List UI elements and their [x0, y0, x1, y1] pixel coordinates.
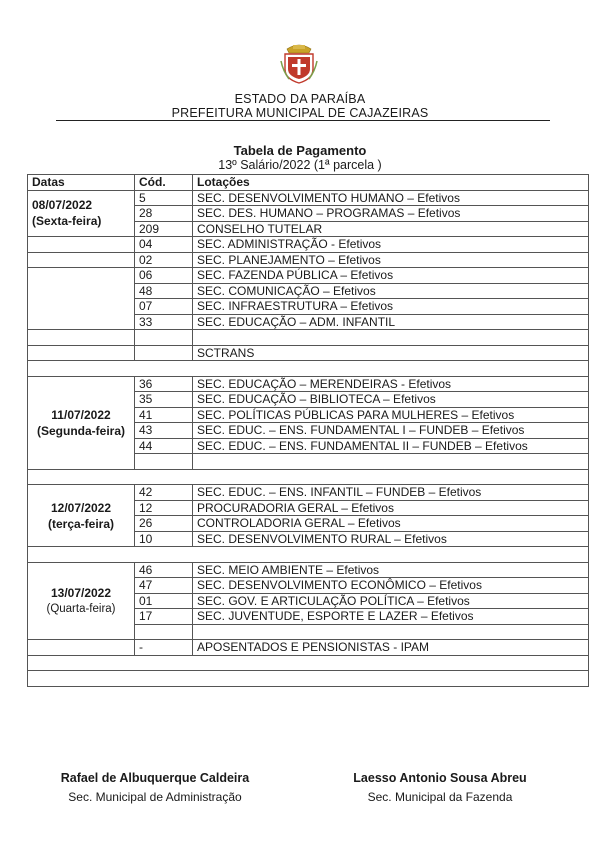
date-cell-empty: [28, 345, 135, 361]
date-cell: [28, 485, 135, 547]
code-cell: 17: [135, 609, 193, 625]
table-row: [28, 268, 589, 284]
code-cell: 46: [135, 562, 193, 578]
date-cell-empty: [28, 237, 135, 253]
code-cell: 47: [135, 578, 193, 594]
code-cell: 26: [135, 516, 193, 532]
code-cell: [135, 330, 193, 346]
signature-administration: [40, 771, 270, 804]
table-header-row: [28, 175, 589, 191]
date-value: 11/07/2022: [51, 407, 111, 422]
table-row: [28, 330, 589, 346]
signature-finance: [325, 771, 555, 804]
date-weekday: (Sexta-feira): [32, 213, 102, 228]
code-cell: 5: [135, 190, 193, 206]
code-cell: 28: [135, 206, 193, 222]
lotacao-cell: SEC. POLÍTICAS PÚBLICAS PARA MULHERES – Efetivos: [193, 407, 589, 423]
lotacao-cell: SCTRANS: [193, 345, 589, 361]
spacer-cell: [28, 547, 589, 563]
payment-table: [27, 174, 589, 687]
date-weekday: (Quarta-feira): [46, 602, 116, 615]
date-cell-empty: [28, 640, 135, 656]
lotacao-cell: SEC. DESENVOLVIMENTO ECONÔMICO – Efetivos: [193, 578, 589, 594]
code-cell: [135, 624, 193, 640]
code-cell: 07: [135, 299, 193, 315]
code-cell: -: [135, 640, 193, 656]
lotacao-cell: [193, 624, 589, 640]
code-cell: 44: [135, 438, 193, 454]
lotacao-cell: SEC. COMUNICAÇÃO – Efetivos: [193, 283, 589, 299]
city-hall-name: PREFEITURA MUNICIPAL DE CAJAZEIRAS: [171, 106, 429, 120]
spacer-row: [28, 671, 589, 687]
lotacao-cell: SEC. DESENVOLVIMENTO RURAL – Efetivos: [193, 531, 589, 547]
date-value: 08/07/2022: [32, 197, 93, 212]
date-cell: [28, 562, 135, 640]
code-cell: 41: [135, 407, 193, 423]
table-row: [28, 640, 589, 656]
date-cell-empty: [28, 268, 135, 330]
code-cell: 48: [135, 283, 193, 299]
date-cell: [28, 190, 135, 237]
spacer-cell: [28, 671, 589, 687]
lotacao-cell: PROCURADORIA GERAL – Efetivos: [193, 500, 589, 516]
spacer-cell: [28, 655, 589, 671]
header-dates: Datas: [28, 175, 135, 191]
code-cell: 42: [135, 485, 193, 501]
date-value: 12/07/2022: [50, 500, 112, 515]
lotacao-cell: SEC. EDUCAÇÃO – ADM. INFANTIL: [193, 314, 589, 330]
signatory-name: Rafael de Albuquerque Caldeira: [60, 771, 250, 785]
spacer-row: [28, 469, 589, 485]
spacer-row: [28, 361, 589, 377]
table-row: [28, 190, 589, 206]
code-cell: [135, 454, 193, 470]
spacer-cell: [28, 469, 589, 485]
signatory-name: Laesso Antonio Sousa Abreu: [353, 771, 527, 785]
code-cell: [135, 345, 193, 361]
lotacao-cell: SEC. DES. HUMANO – PROGRAMAS – Efetivos: [193, 206, 589, 222]
lotacao-cell: SEC. FAZENDA PÚBLICA – Efetivos: [193, 268, 589, 284]
code-cell: 36: [135, 376, 193, 392]
lotacao-cell: SEC. EDUC. – ENS. FUNDAMENTAL I – FUNDEB – Efetivos: [193, 423, 589, 439]
signatory-role: Sec. Municipal de Administração: [68, 790, 242, 804]
spacer-row: [28, 547, 589, 563]
lotacao-cell: [193, 330, 589, 346]
spacer-cell: [28, 361, 589, 377]
spacer-row: [28, 655, 589, 671]
document-title: Tabela de Pagamento: [233, 143, 367, 158]
table-row: [28, 237, 589, 253]
code-cell: 04: [135, 237, 193, 253]
lotacao-cell: SEC. EDUC. – ENS. INFANTIL – FUNDEB – Efetivos: [193, 485, 589, 501]
lotacao-cell: SEC. PLANEJAMENTO – Efetivos: [193, 252, 589, 268]
code-cell: 12: [135, 500, 193, 516]
lotacao-cell: APOSENTADOS E PENSIONISTAS - IPAM: [193, 640, 589, 656]
code-cell: 06: [135, 268, 193, 284]
lotacao-cell: SEC. ADMINISTRAÇÃO - Efetivos: [193, 237, 589, 253]
coat-of-arms-icon: [279, 41, 319, 85]
table-row: [28, 485, 589, 501]
date-weekday: (terça-feira): [47, 516, 115, 531]
lotacao-cell: SEC. DESENVOLVIMENTO HUMANO – Efetivos: [193, 190, 589, 206]
table-row: [28, 345, 589, 361]
code-cell: 35: [135, 392, 193, 408]
table-row: [28, 376, 589, 392]
code-cell: 02: [135, 252, 193, 268]
lotacao-cell: SEC. INFRAESTRUTURA – Efetivos: [193, 299, 589, 315]
table-row: [28, 562, 589, 578]
lotacao-cell: CONTROLADORIA GERAL – Efetivos: [193, 516, 589, 532]
lotacao-cell: SEC. EDUCAÇÃO – BIBLIOTECA – Efetivos: [193, 392, 589, 408]
date-cell-empty: [28, 252, 135, 268]
header-code: Cód.: [135, 175, 193, 191]
lotacao-cell: SEC. JUVENTUDE, ESPORTE E LAZER – Efetivos: [193, 609, 589, 625]
lotacao-cell: SEC. MEIO AMBIENTE – Efetivos: [193, 562, 589, 578]
date-weekday: (Segunda-feira): [36, 423, 125, 438]
code-cell: 43: [135, 423, 193, 439]
code-cell: 10: [135, 531, 193, 547]
lotacao-cell: SEC. GOV. E ARTICULAÇÃO POLÍTICA – Efetivos: [193, 593, 589, 609]
table-row: [28, 252, 589, 268]
header-divider: [56, 120, 550, 121]
code-cell: 33: [135, 314, 193, 330]
lotacao-cell: [193, 454, 589, 470]
date-cell: [28, 376, 135, 469]
signatory-role: Sec. Municipal da Fazenda: [367, 790, 513, 804]
date-value: 13/07/2022: [50, 585, 112, 600]
document-subtitle: 13º Salário/2022 (1ª parcela ): [218, 158, 382, 172]
header-lotacoes: Lotações: [193, 175, 589, 191]
lotacao-cell: SEC. EDUCAÇÃO – MERENDEIRAS - Efetivos: [193, 376, 589, 392]
code-cell: 01: [135, 593, 193, 609]
state-name: ESTADO DA PARAÍBA: [234, 92, 366, 106]
code-cell: 209: [135, 221, 193, 237]
lotacao-cell: SEC. EDUC. – ENS. FUNDAMENTAL II – FUNDEB – Efetivos: [193, 438, 589, 454]
date-cell-empty: [28, 330, 135, 346]
lotacao-cell: CONSELHO TUTELAR: [193, 221, 589, 237]
